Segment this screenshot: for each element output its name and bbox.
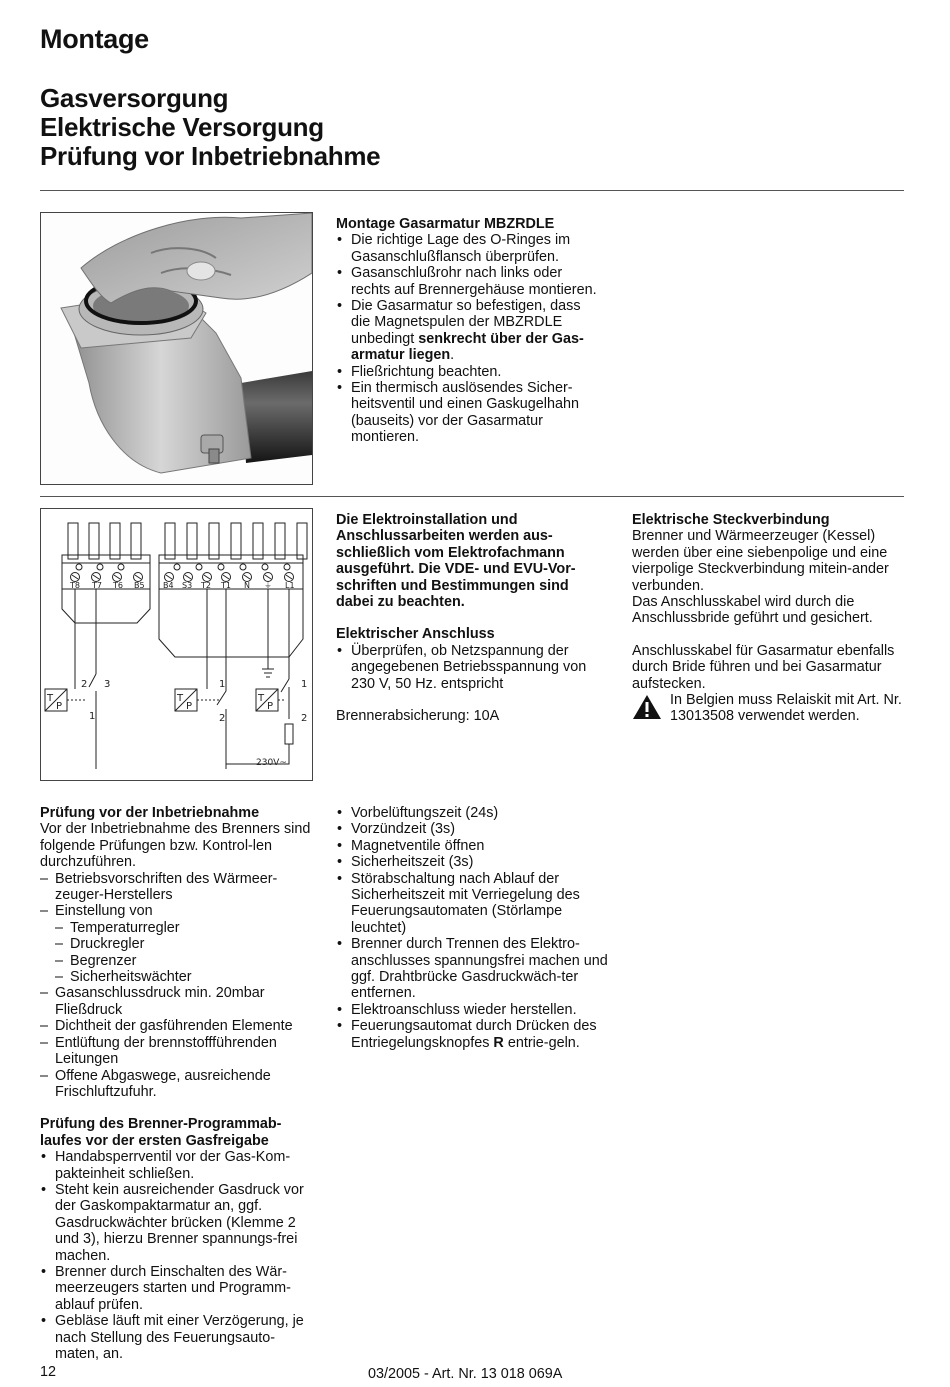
- contact-number: 1: [301, 679, 308, 690]
- list-item: • Gasanschlußrohr nach links oder rechts auf Brennergehäuse montieren.: [336, 265, 598, 298]
- gas-fitting-photo: [40, 212, 313, 485]
- list-item: – Sicherheitswächter: [55, 969, 312, 985]
- list-item: • Elektroanschluss wieder herstellen.: [336, 1002, 608, 1018]
- stecker-para-3: Anschlusskabel für Gasarmatur ebenfalls durch Bride führen und bei Gasarmatur aufstecken.: [632, 642, 895, 692]
- terminal-label: B4: [163, 581, 174, 590]
- stecker-heading: Elektrische Steckverbindung: [632, 512, 830, 528]
- list-item: • Vorbelüftungszeit (24s): [336, 805, 608, 821]
- terminal-label: T8: [70, 581, 80, 590]
- list-item: • Handabsperrventil vor der Gas-Kom-pakteinheit schließen.: [40, 1149, 312, 1182]
- gas-fitting-heading: Montage Gasarmatur MBZRDLE: [336, 216, 555, 232]
- list-item: • Ein thermisch auslösendes Sicher-heitsventil und einen Gaskugelhahn (bauseits) vor der Gasarmatur montieren.: [336, 380, 598, 446]
- anschluss-list: [336, 643, 608, 692]
- reset-button-label: R: [493, 1034, 504, 1051]
- list-item: – Druckregler: [55, 936, 312, 952]
- page-title: [40, 84, 380, 171]
- anschluss-heading: Elektrischer Anschluss: [336, 626, 495, 643]
- settings-sublist: [55, 920, 312, 986]
- contact-number: 2: [301, 713, 308, 724]
- terminal-label: B5: [134, 581, 145, 590]
- list-item: – Begrenzer: [55, 953, 312, 969]
- list-item: • Steht kein ausreichender Gasdruck vor der Gaskompaktarmatur an, ggf. Gasdruckwächter brücken (Klemme 2 und 3), hierzu Brenner spannungs-frei machen.: [40, 1182, 312, 1264]
- gas-fitting-list: [336, 232, 598, 445]
- list-item: – Temperaturregler: [55, 920, 312, 936]
- mount-emphasis: senkrecht über der Gas-armatur liegen: [351, 330, 584, 364]
- title-line-3: Prüfung vor Inbetriebnahme: [40, 141, 381, 171]
- reset-text: Feuerungsautomat durch Drücken des Entriegelungsknopfes: [351, 1018, 597, 1051]
- terminal-label: ⏚: [264, 581, 272, 590]
- svg-text:T: T: [177, 693, 184, 704]
- gas-fitting-section: [336, 216, 598, 446]
- list-item-label: Einstellung von: [55, 903, 153, 920]
- terminal-label: T1: [221, 581, 231, 590]
- mount-text: Die Gasarmatur so befestigen, dass die Magnetspulen der MBZRDLE unbedingt: [351, 298, 581, 347]
- list-item: • Überprüfen, ob Netzspannung der angegebenen Betriebsspannung von 230 V, 50 Hz. entspricht: [336, 643, 608, 692]
- divider-top: [40, 190, 904, 191]
- stecker-para-1: Brenner und Wärmeerzeuger (Kessel) werden über eine siebenpolige und eine vierpolige Steckverbindung mitein-ander verbunden.: [632, 528, 889, 594]
- list-item: • Die richtige Lage des O-Ringes im Gasanschlußflansch überprüfen.: [336, 232, 598, 265]
- list-item: • Brenner durch Einschalten des Wär-meerzeugers starten und Programm-ablauf prüfen.: [40, 1264, 312, 1313]
- elektro-warning: Die Elektroinstallation und Anschlussarbeiten werden aus-schließlich vom Elektrofachmann ausgeführt. Die VDE- und EVU-Vor-schriften und Bestimmungen sind dabei zu beachten.: [336, 512, 576, 611]
- divider-middle: [40, 496, 904, 497]
- reset-text-end: entrie-geln.: [507, 1034, 580, 1051]
- contact-number: 2: [81, 679, 88, 690]
- tp-box: [175, 689, 197, 712]
- terminal-label: L1: [285, 581, 295, 590]
- list-item: – Offene Abgaswege, ausreichende Frischluftzufuhr.: [40, 1068, 312, 1101]
- title-line-1: Gasversorgung: [40, 83, 229, 113]
- title-line-2: Elektrische Versorgung: [40, 112, 324, 142]
- list-item: • Fließrichtung beachten.: [336, 364, 598, 380]
- article-number: 03/2005 - Art. Nr. 13 018 069A: [368, 1366, 563, 1382]
- list-item: [336, 298, 598, 364]
- contact-number: 2: [219, 713, 226, 724]
- terminal-label: S3: [182, 581, 193, 590]
- warning-icon: [632, 694, 662, 720]
- ablauf-list: [336, 805, 608, 1051]
- list-item: • Brenner durch Trennen des Elektro-anschlusses spannungsfrei machen und ggf. Drahtbrücke Gasdruckwäch-ter entfernen.: [336, 936, 608, 1002]
- voltage-label: 230V~: [256, 758, 287, 768]
- mount-end: .: [450, 347, 455, 364]
- terminal-label: T7: [92, 581, 102, 590]
- pruefung-intro: Vor der Inbetriebnahme des Brenners sind folgende Prüfungen bzw. Kontrol-len durchzuführen.: [40, 821, 311, 871]
- ablauf-section: [336, 805, 608, 1051]
- stecker-para-2: Das Anschlusskabel wird durch die Anschlussbride geführt und gesichert.: [632, 594, 873, 627]
- tp-box: [256, 689, 278, 712]
- belgium-notice: [632, 692, 904, 725]
- svg-text:T: T: [258, 693, 265, 704]
- list-item: – Entlüftung der brennstoffführenden Leitungen: [40, 1035, 312, 1068]
- list-item: – Betriebsvorschriften des Wärmeer-zeuger-Herstellers: [40, 871, 312, 904]
- list-item: • Störabschaltung nach Ablauf der Sicherheitszeit mit Verriegelung des Feuerungsautomaten (Störlampe leuchtet): [336, 871, 608, 937]
- svg-text:P: P: [186, 701, 193, 712]
- programm-heading: Prüfung des Brenner-Programmab-laufes vor der ersten Gasfreigabe: [40, 1116, 282, 1149]
- belgium-text: In Belgien muss Relaiskit mit Art. Nr. 13013508 verwendet werden.: [670, 692, 902, 725]
- programm-list: [40, 1149, 312, 1362]
- section-title: Montage: [40, 24, 149, 54]
- elektro-section: [336, 512, 608, 724]
- contact-number: 1: [89, 711, 96, 722]
- pruefung-list: [40, 871, 312, 1101]
- connector-7-pole: [159, 523, 307, 657]
- list-item: • Vorzündzeit (3s): [336, 821, 608, 837]
- page-number: 12: [40, 1364, 57, 1380]
- contact-number: 3: [104, 679, 111, 690]
- svg-text:P: P: [267, 701, 274, 712]
- list-item: • Gebläse läuft mit einer Verzögerung, je nach Stellung des Feuerungsauto-maten, an.: [40, 1313, 312, 1362]
- pruefung-section: [40, 805, 312, 1362]
- wiring-diagram-svg: [41, 509, 312, 780]
- tp-box: [45, 689, 67, 712]
- list-item: – Gasanschlussdruck min. 20mbar Fließdruck: [40, 985, 312, 1018]
- pruefung-heading: Prüfung vor der Inbetriebnahme: [40, 805, 260, 821]
- list-item: – Dichtheit der gasführenden Elemente: [40, 1018, 312, 1034]
- list-item: [40, 903, 312, 985]
- terminal-label: N: [244, 581, 250, 590]
- list-item: • Sicherheitszeit (3s): [336, 854, 608, 870]
- svg-text:T: T: [47, 693, 54, 704]
- terminal-label: T6: [113, 581, 123, 590]
- fuse-rating: Brennerabsicherung: 10A: [336, 708, 500, 725]
- terminal-label: T2: [201, 581, 211, 590]
- wiring-diagram: [40, 508, 313, 781]
- list-item: • Magnetventile öffnen: [336, 838, 608, 854]
- stecker-section: [632, 512, 904, 725]
- o-ring-photo-illustration: [41, 213, 312, 484]
- svg-text:P: P: [56, 701, 63, 712]
- list-item: [336, 1018, 608, 1051]
- contact-number: 1: [219, 679, 226, 690]
